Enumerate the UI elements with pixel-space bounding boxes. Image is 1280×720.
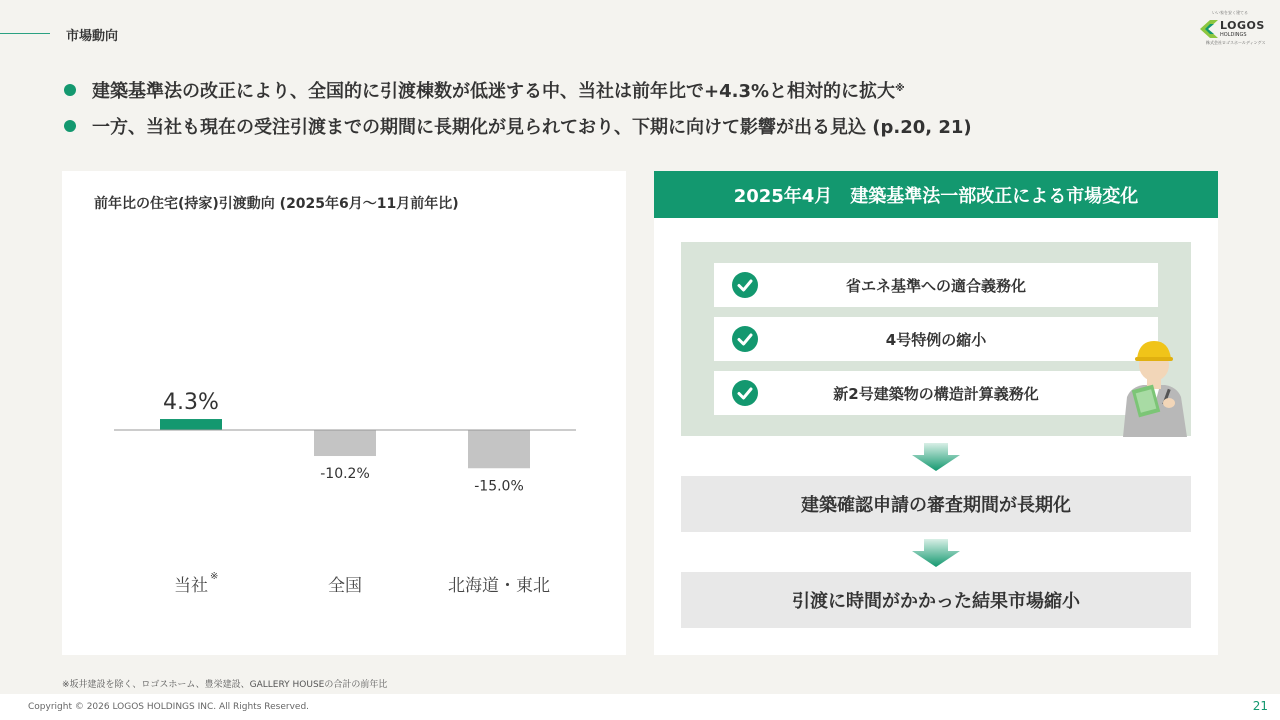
check-circle-icon	[732, 380, 758, 406]
logo-chevron-icon	[1200, 20, 1218, 38]
arrow-down-icon	[912, 539, 960, 567]
market-change-panel	[654, 171, 1218, 655]
bar	[160, 419, 222, 430]
market-change-header: 2025年4月 建築基準法一部改正による市場変化	[654, 171, 1218, 218]
requirement-text: 省エネ基準への適合義務化	[845, 276, 1026, 295]
logo-tagline: いい家を安く建てる	[1212, 10, 1248, 15]
requirement-item	[714, 263, 1158, 307]
chart-panel	[62, 171, 626, 655]
logo-name: LOGOS	[1220, 19, 1265, 32]
bar-value-label: 4.3%	[163, 390, 219, 416]
bar-value-label: -15.0%	[474, 478, 524, 495]
page-number: 21	[1252, 699, 1268, 713]
section-label: 市場動向	[66, 29, 119, 44]
arrow-down-icon	[912, 443, 960, 471]
logo-sub: HOLDINGS	[1220, 32, 1247, 38]
requirement-item	[714, 317, 1158, 361]
copyright: Copyright © 2026 LOGOS HOLDINGS INC. All Rights Reserved.	[28, 702, 310, 712]
bullet-text-1: 建築基準法の改正により、全国的に引渡棟数が低迷する中、当社は前年比で+4.3%と相対的に拡大	[92, 81, 895, 102]
result-box-1: 建築確認申請の審査期間が長期化	[681, 476, 1191, 532]
category-note-mark: ※	[210, 571, 219, 582]
bullet-text-2: 一方、当社も現在の受注引渡までの期間に長期化が見られており、下期に向けて影響が出る見込 (p.20, 21)	[92, 117, 972, 138]
requirement-text: 新2号建築物の構造計算義務化	[833, 384, 1039, 403]
check-circle-icon	[732, 272, 758, 298]
result-box-2: 引渡に時間がかかった結果市場縮小	[681, 572, 1191, 628]
chart-title: 前年比の住宅(持家)引渡動向 (2025年6月～11月前年比)	[94, 196, 459, 212]
check-circle-icon	[732, 326, 758, 352]
construction-worker-illustration	[1117, 337, 1191, 437]
bar	[468, 430, 530, 468]
bullet-list	[64, 72, 972, 144]
bullet-dot-icon	[64, 120, 76, 132]
requirement-text: 4号特例の縮小	[885, 330, 987, 349]
footer	[0, 694, 1280, 720]
bullet-item-2	[64, 108, 972, 144]
bar	[314, 430, 376, 456]
category-label: 北海道・東北	[448, 576, 550, 596]
bullet-note-mark: ※	[895, 82, 905, 94]
category-label: 当社	[174, 576, 208, 596]
bar-value-label: -10.2%	[320, 466, 370, 483]
bar-chart	[62, 171, 626, 655]
category-label: 全国	[328, 576, 362, 596]
footnote: ※坂井建設を除く、ロゴスホーム、豊栄建設、GALLERY HOUSEの合計の前年比	[62, 680, 388, 690]
logo-company-jp: 株式会社ロゴスホールディングス	[1206, 40, 1266, 45]
bullet-dot-icon	[64, 84, 76, 96]
bullet-item-1	[64, 72, 972, 108]
requirement-item	[714, 371, 1158, 415]
requirements-box	[681, 242, 1191, 436]
company-logo	[1198, 10, 1268, 46]
header-accent-line	[0, 33, 50, 34]
